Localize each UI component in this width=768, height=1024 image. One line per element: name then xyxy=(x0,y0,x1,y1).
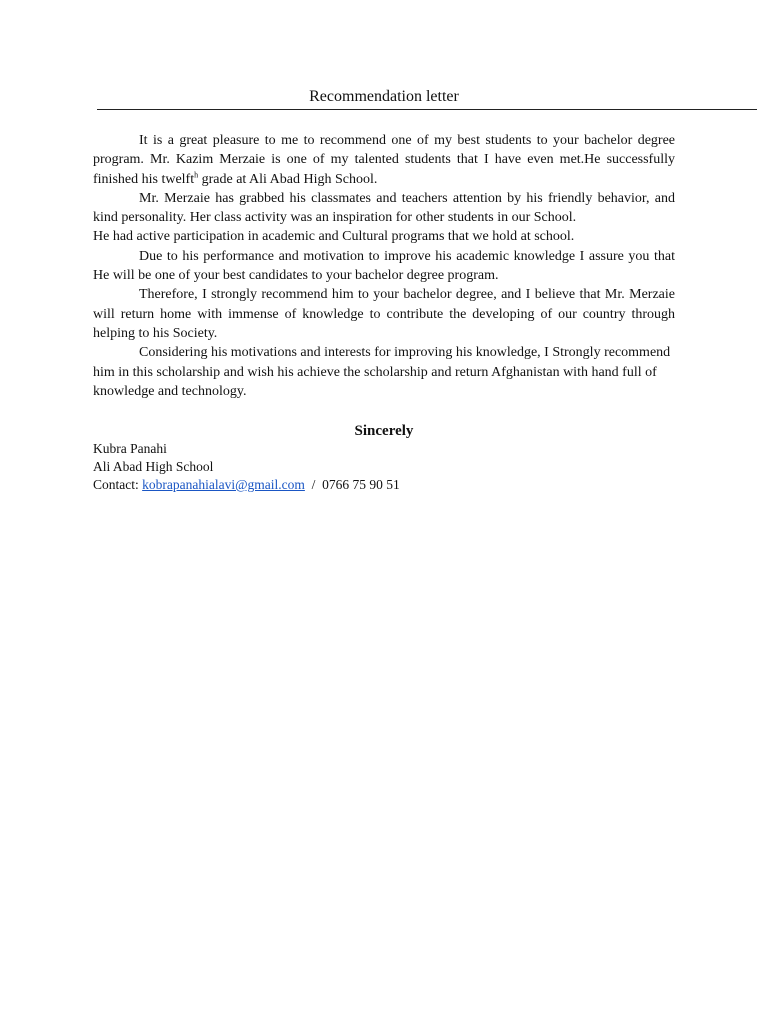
signer-school: Ali Abad High School xyxy=(93,459,214,474)
paragraph-1-end: grade at Ali Abad High School. xyxy=(198,171,378,187)
contact-separator: / xyxy=(304,477,323,492)
signer-name: Kubra Panahi xyxy=(93,441,167,456)
paragraph-5: Considering his motivations and interests for improving his knowledge, I Strongly recommend him in this scholarship and wish his achieve the scholarship and return Afghanistan with hand full of knowledge and technology. xyxy=(93,345,671,399)
paragraph-4: Therefore, I strongly recommend him to your bachelor degree, and I believe that Mr. Merzaie will return home with immense of knowledge to contribute the developing of our country through helping to his Society. xyxy=(93,287,675,341)
paragraph-3: Due to his performance and motivation to improve his academic knowledge I assure you that He will be one of your best candidates to your bachelor degree program. xyxy=(93,248,675,284)
title-underline xyxy=(97,109,757,110)
contact-label: Contact: xyxy=(93,477,143,492)
email-link[interactable]: kobrapanahialavi@gmail.com xyxy=(142,477,305,492)
signature-block xyxy=(93,440,400,494)
page-title: Recommendation letter xyxy=(309,88,459,105)
ordinal-superscript: h xyxy=(194,169,199,179)
phone-number: 0766 75 90 51 xyxy=(322,477,400,492)
closing-salutation: Sincerely xyxy=(354,423,414,439)
paragraph-1 xyxy=(93,131,675,189)
letter-body xyxy=(93,131,675,401)
paragraph-2: Mr. Merzaie has grabbed his classmates and teachers attention by his friendly behavior, and kind personality. Her class activity was an inspiration for other students in our School. xyxy=(93,190,675,226)
paragraph-2-continued: He had active participation in academic and Cultural programs that we hold at school. xyxy=(93,229,575,245)
contact-line xyxy=(93,476,400,494)
paragraph-1-text: It is a great pleasure to me to recommend one of my best students to your bachelor degree program. Mr. Kazim Merzaie is one of my talented students that I have even met.He successfully finished his twelft xyxy=(93,133,675,187)
